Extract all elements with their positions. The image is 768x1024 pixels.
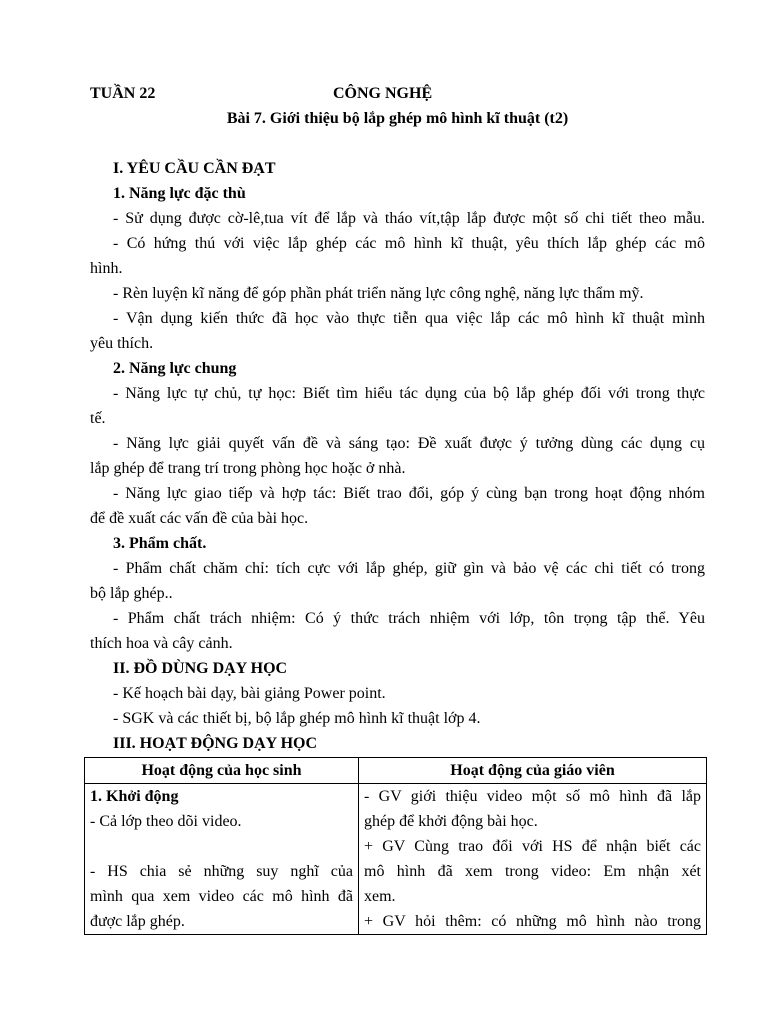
paragraph-line: - Rèn luyện kĩ năng để góp phần phát triển năng lực công nghệ, năng lực thẩm mỹ. [113, 285, 644, 302]
subject-title: CÔNG NGHỆ [333, 85, 433, 102]
cell-text-line: được lắp ghép. [90, 913, 185, 930]
cell-text-line: - Cả lớp theo dõi video. [90, 813, 242, 830]
cell-text-line: - GV giới thiệu video một số mô hình đã lắp [364, 788, 701, 805]
teacher-activity-cell [359, 784, 707, 935]
cell-text-line: + GV Cùng trao đổi với HS để nhận biết các [364, 838, 701, 855]
paragraph-line: - Năng lực giao tiếp và hợp tác: Biết trao đổi, góp ý cùng bạn trong hoạt động nhóm [113, 485, 705, 502]
paragraph-line: - Phẩm chất trách nhiệm: Có ý thức trách nhiệm với lớp, tôn trọng tập thể. Yêu [113, 610, 705, 627]
cell-text-line: xem. [364, 888, 396, 905]
subsection-2-title: 2. Năng lực chung [113, 360, 237, 377]
activities-table [84, 757, 707, 935]
paragraph-line: - Vận dụng kiến thức đã học vào thực tiễn qua việc lắp các mô hình kĩ thuật mình [113, 310, 705, 327]
week-label: TUẦN 22 [90, 85, 156, 102]
paragraph-line: tế. [90, 410, 106, 427]
lesson-title: Bài 7. Giới thiệu bộ lắp ghép mô hình kĩ thuật (t2) [226, 110, 569, 127]
paragraph-line: hình. [90, 260, 123, 277]
paragraph-line: - SGK và các thiết bị, bộ lắp ghép mô hình kĩ thuật lớp 4. [113, 710, 481, 727]
paragraph-line: - Năng lực giải quyết vấn đề và sáng tạo: Đề xuất được ý tưởng dùng các dụng cụ [113, 435, 705, 452]
paragraph-line: yêu thích. [90, 335, 154, 352]
paragraph-line: - Phẩm chất chăm chỉ: tích cực với lắp ghép, giữ gìn và bảo vệ các chi tiết có trong [113, 560, 705, 577]
cell-spacer [90, 834, 353, 859]
column-header-teacher: Hoạt động của giáo viên [359, 758, 707, 784]
student-activity-cell [85, 784, 359, 935]
subsection-3-title: 3. Phẩm chất. [113, 535, 207, 552]
section-2-title: II. ĐỒ DÙNG DẠY HỌC [113, 660, 288, 677]
section-3-title: III. HOẠT ĐỘNG DẠY HỌC [113, 735, 318, 752]
paragraph-line: - Có hứng thú với việc lắp ghép các mô hình kĩ thuật, yêu thích lắp ghép các mô [113, 235, 705, 252]
cell-text-line: mô hình đã xem trong video: Em nhận xét [364, 863, 701, 880]
cell-text-line: mình qua xem video các mô hình đã [90, 888, 353, 905]
paragraph-line: - Kế hoạch bài dạy, bài giảng Power point. [113, 685, 386, 702]
table-row [85, 784, 707, 935]
paragraph-line: lắp ghép để trang trí trong phòng học hoặc ở nhà. [90, 460, 406, 477]
section-1-title: I. YÊU CẦU CẦN ĐẠT [113, 160, 276, 177]
paragraph-line: thích hoa và cây cảnh. [90, 635, 233, 652]
cell-text-line: + GV hỏi thêm: có những mô hình nào trong [364, 913, 701, 930]
column-header-student: Hoạt động của học sinh [85, 758, 359, 784]
activity-heading: 1. Khởi động [90, 788, 179, 805]
cell-text-line: - HS chia sẻ những suy nghĩ của [90, 863, 353, 880]
paragraph-line: để đề xuất các vấn đề của bài học. [90, 510, 309, 527]
paragraph-line: bộ lắp ghép.. [90, 585, 173, 602]
paragraph-line: - Năng lực tự chủ, tự học: Biết tìm hiểu tác dụng của bộ lắp ghép đối với trong thực [113, 385, 705, 402]
paragraph-line: - Sử dụng được cờ-lê,tua vít để lắp và tháo vít,tập lắp được một số chi tiết theo mẫu. [113, 210, 705, 227]
subsection-1-title: 1. Năng lực đặc thù [113, 185, 246, 202]
cell-text-line: ghép để khởi động bài học. [364, 813, 538, 830]
